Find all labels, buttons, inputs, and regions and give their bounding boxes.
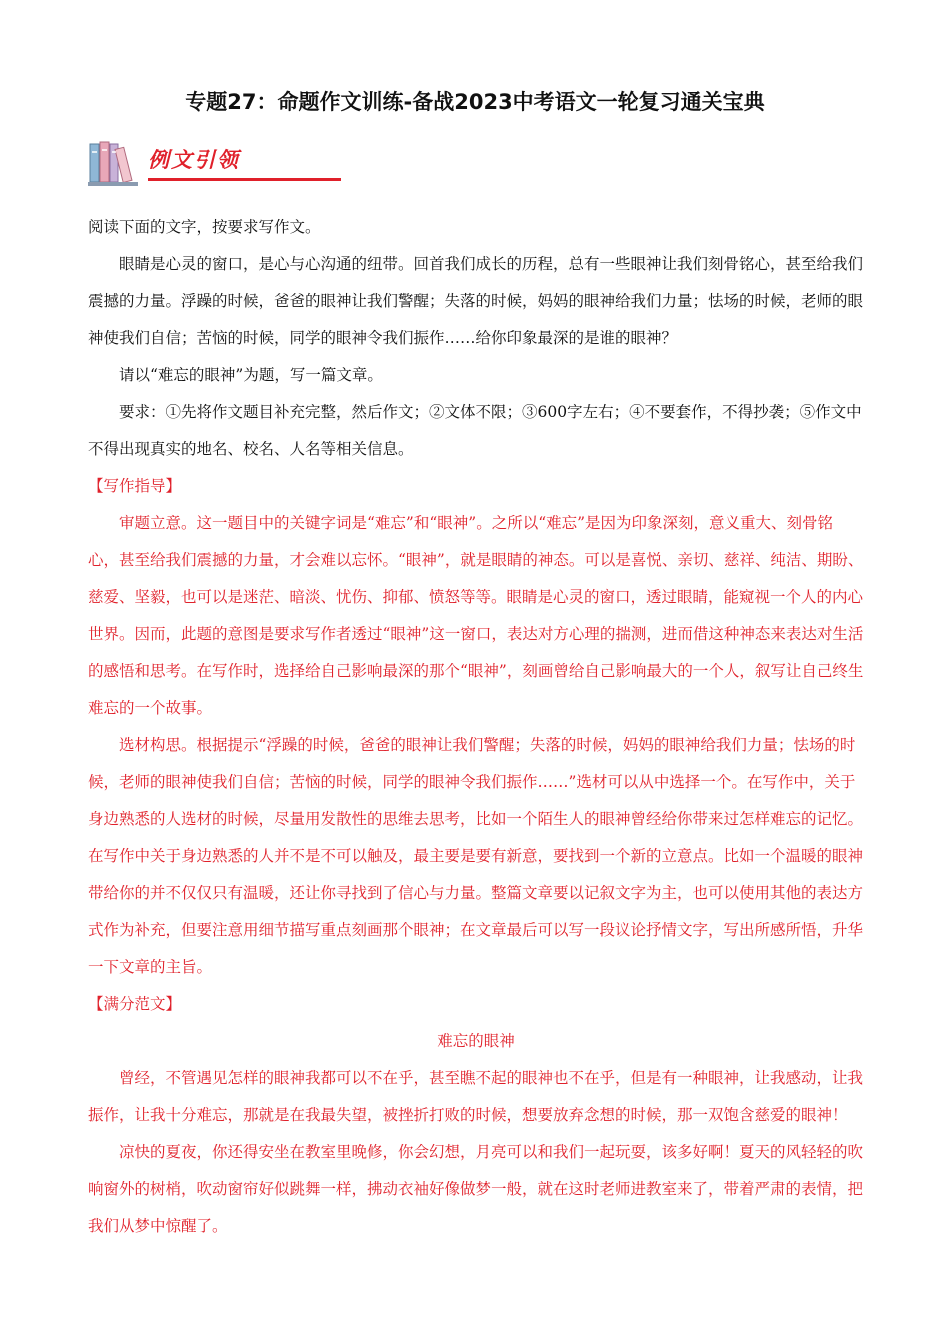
guide-heading: 【写作指导】 <box>88 477 182 495</box>
books-icon <box>88 138 140 188</box>
guide-paragraph: 审题立意。这一题目中的关键字词是“难忘”和“眼神”。之所以“难忘”是因为印象深刻，意义重大、刻骨铭心，甚至给我们震撼的力量，才会难以忘怀。“眼神”，就是眼睛的神态。可以是喜悦、亲切、慈祥、纯洁、期盼、慈爱、坚毅，也可以是迷茫、暗淡、忧伤、抑郁、愤怒等等。眼睛是心灵的窗口，透过眼睛，能窥视一个人的内心世界。因而，此题的意图是要求写作者透过“眼神”这一窗口，表达对方心理的揣测，进而借这种神态来表达对生活的感悟和思考。在写作时，选择给自己影响最深的那个“眼神”，刻画曾给自己影响最大的一个人，叙写让自己终生难忘的一个故事。 <box>88 514 864 717</box>
task-text: 请以“难忘的眼神”为题，写一篇文章。 <box>119 366 383 384</box>
essay-title: 难忘的眼神 <box>437 1032 515 1050</box>
essay-paragraph: 曾经，不管遇见怎样的眼神我都可以不在乎，甚至瞧不起的眼神也不在乎，但是有一种眼神，让我感动，让我振作，让我十分难忘，那就是在我最失望，被挫折打败的时候，想要放弃念想的时候，那一双饱含慈爱的眼神！ <box>88 1069 864 1124</box>
intro-text: 阅读下面的文字，按要求写作文。 <box>88 218 321 236</box>
banner-underline <box>148 178 341 181</box>
essay-heading: 【满分范文】 <box>88 995 182 1013</box>
banner-label: 例文引领 <box>148 148 240 172</box>
section-banner <box>88 138 258 188</box>
essay-paragraph: 凉快的夏夜，你还得安坐在教室里晚修，你会幻想，月亮可以和我们一起玩耍，该多好啊！夏天的风轻轻的吹响窗外的树梢，吹动窗帘好似跳舞一样，拂动衣袖好像做梦一般，就在这时老师进教室来了，带着严肃的表情，把我们从梦中惊醒了。 <box>88 1143 864 1235</box>
document-body <box>88 209 864 1245</box>
page-title: 专题27：命题作文训练-备战2023中考语文一轮复习通关宝典 <box>185 90 765 114</box>
prompt-paragraph: 眼睛是心灵的窗口，是心与心沟通的纽带。回首我们成长的历程，总有一些眼神让我们刻骨铭心，甚至给我们震撼的力量。浮躁的时候，爸爸的眼神让我们警醒；失落的时候，妈妈的眼神给我们力量；怯场的时候，老师的眼神使我们自信；苦恼的时候，同学的眼神令我们振作……给你印象最深的是谁的眼神？ <box>88 255 864 347</box>
requirements-text: 要求：①先将作文题目补充完整，然后作文；②文体不限；③600字左右；④不要套作，不得抄袭；⑤作文中不得出现真实的地名、校名、人名等相关信息。 <box>88 403 862 458</box>
guide-paragraph: 选材构思。根据提示“浮躁的时候，爸爸的眼神让我们警醒；失落的时候，妈妈的眼神给我们力量；怯场的时候，老师的眼神使我们自信；苦恼的时候，同学的眼神令我们振作……”选材可以从中选择一个。在写作中，关于身边熟悉的人选材的时候，尽量用发散性的思维去思考，比如一个陌生人的眼神曾经给你带来过怎样难忘的记忆。在写作中关于身边熟悉的人并不是不可以触及，最主要是要有新意，要找到一个新的立意点。比如一个温暖的眼神带给你的并不仅仅只有温暖，还让你寻找到了信心与力量。整篇文章要以记叙文字为主，也可以使用其他的表达方式作为补充，但要注意用细节描写重点刻画那个眼神；在文章最后可以写一段议论抒情文字，写出所感所悟，升华一下文章的主旨。 <box>88 736 864 976</box>
